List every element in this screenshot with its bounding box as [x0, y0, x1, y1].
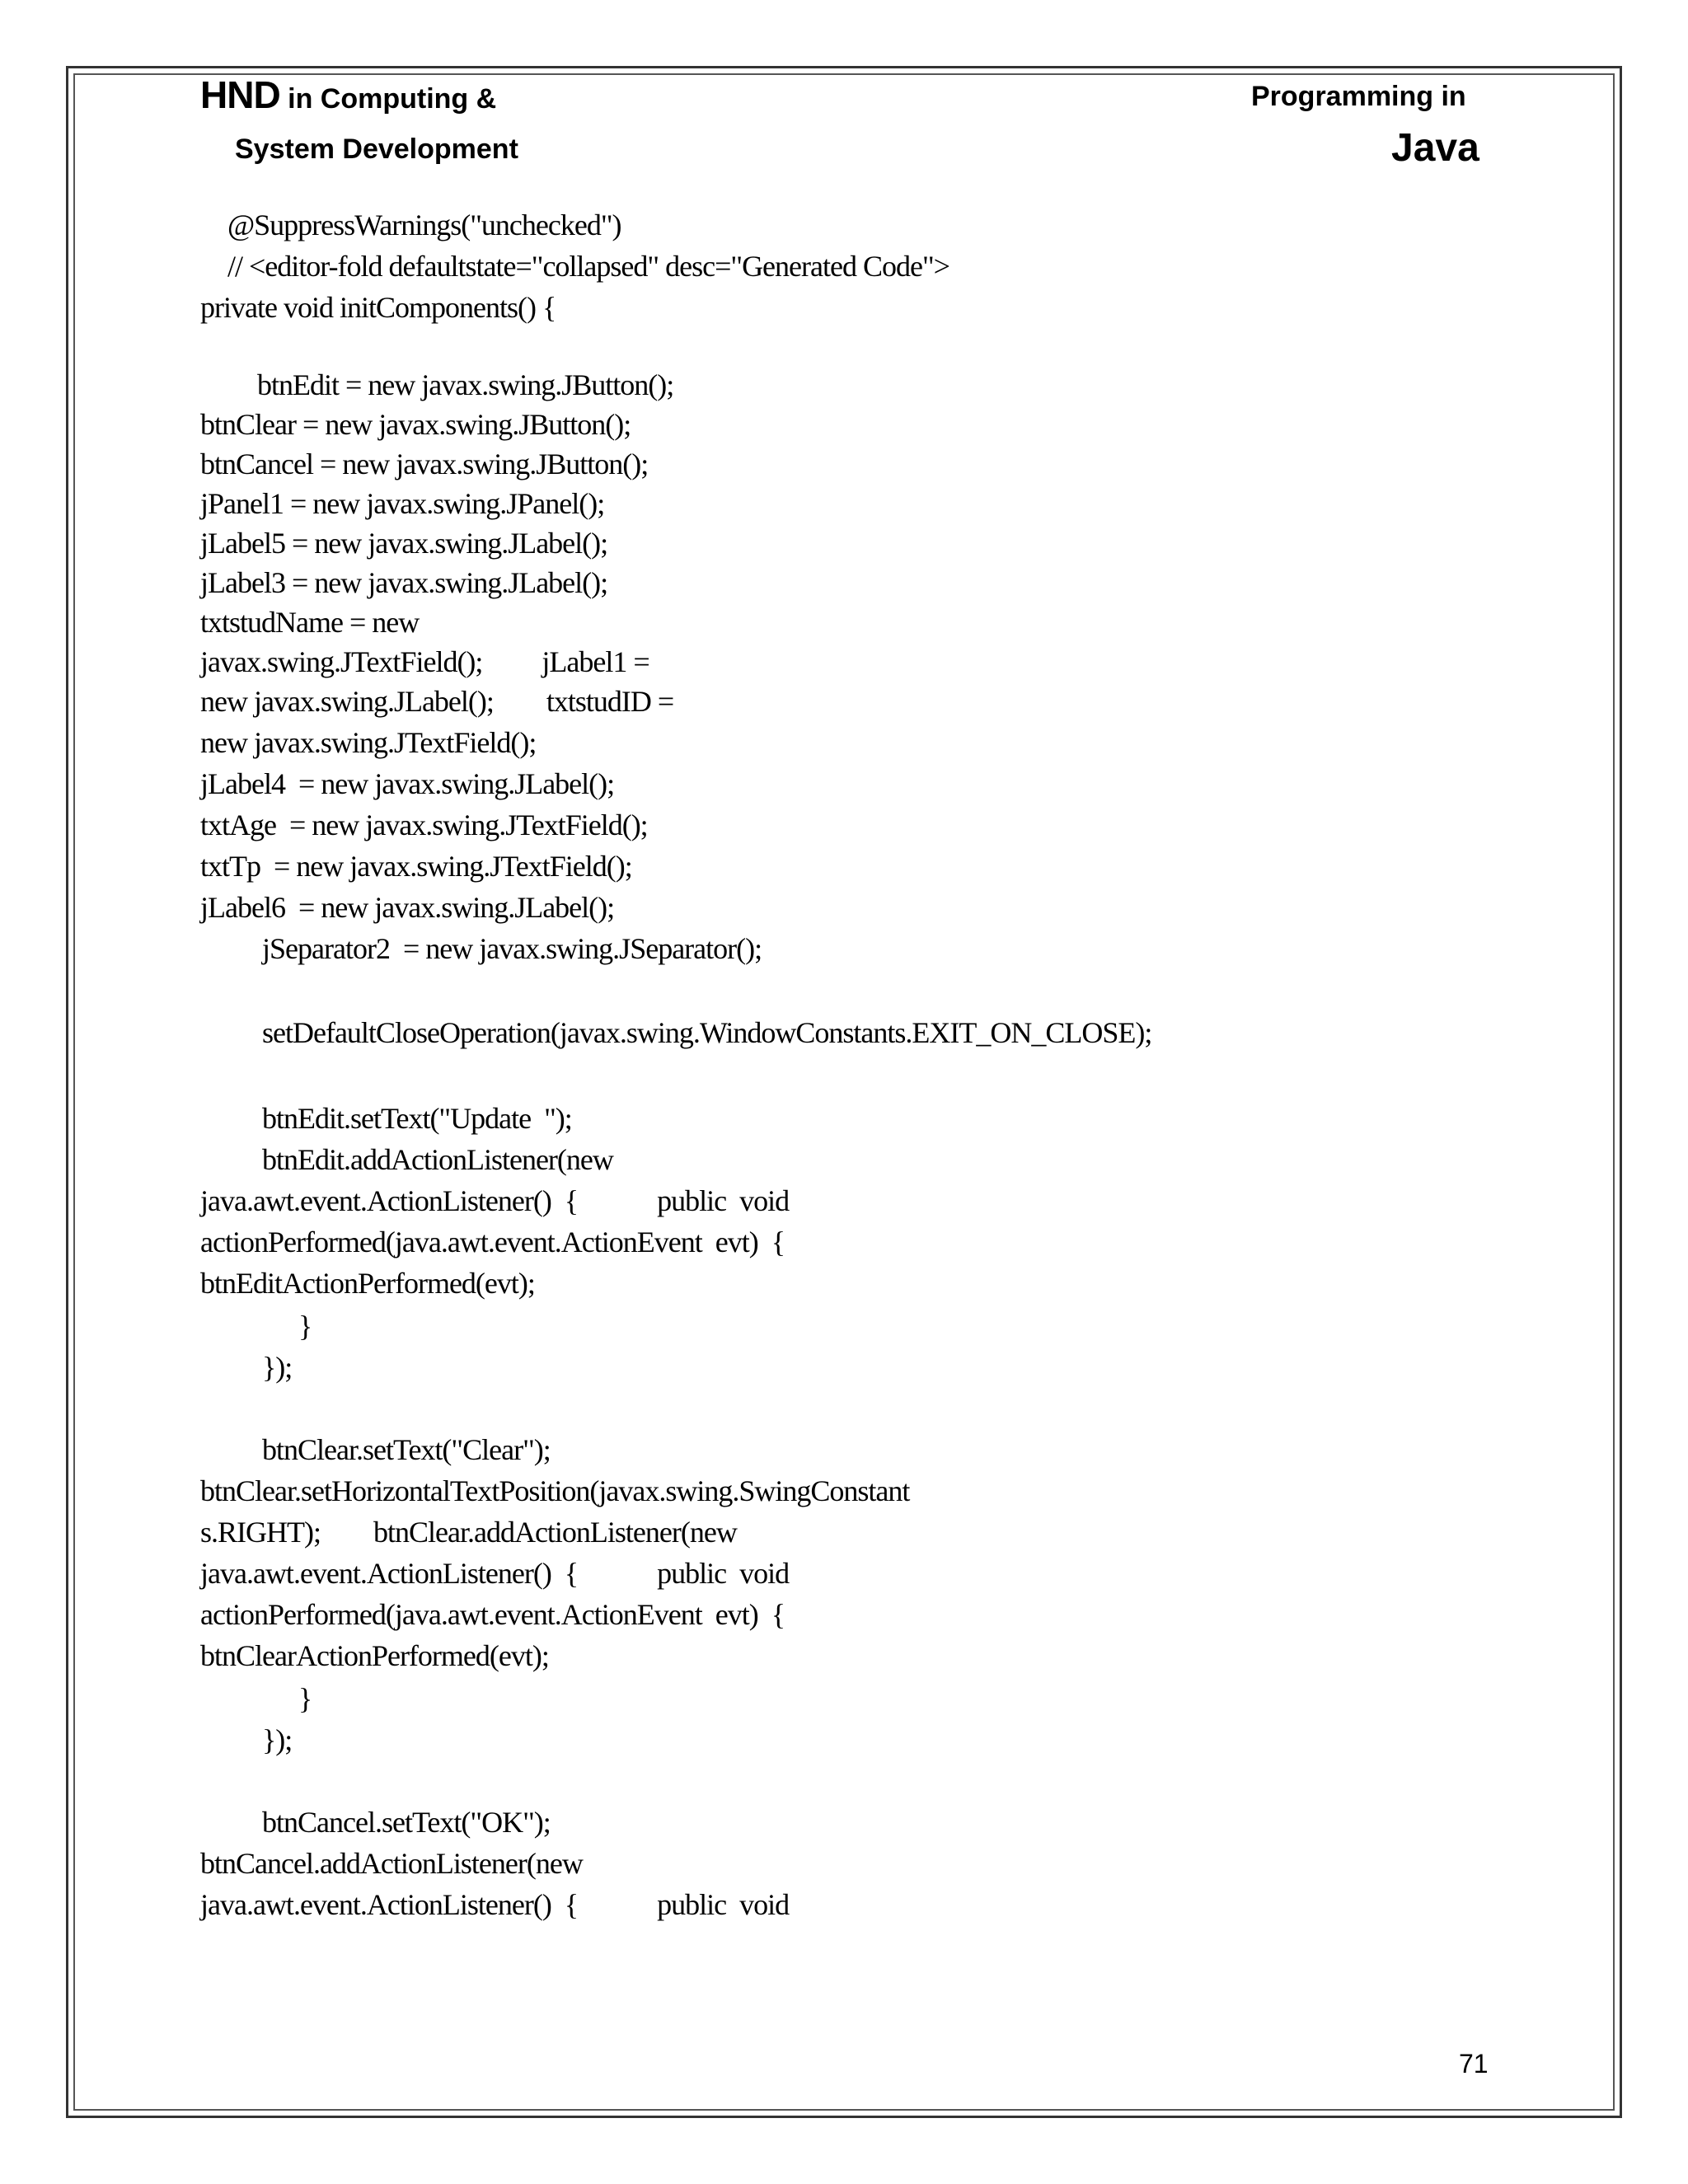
code-line: jLabel4 = new javax.swing.JLabel(); [200, 767, 615, 800]
code-line: }); [262, 1351, 293, 1384]
code-line: btnCancel.setText("OK"); [262, 1806, 551, 1839]
code-line: btnClear = new javax.swing.JButton(); [200, 408, 631, 441]
code-line: jSeparator2 = new javax.swing.JSeparator(); [262, 932, 762, 965]
page-number: 71 [1459, 2049, 1489, 2079]
code-line: btnEdit = new javax.swing.JButton(); [257, 368, 674, 401]
code-line: new javax.swing.JTextField(); [200, 726, 537, 759]
code-line: btnCancel.addActionListener(new [200, 1847, 583, 1880]
code-line: btnClear.setHorizontalTextPosition(javax.swing.SwingConstant [200, 1474, 910, 1507]
code-line: } [298, 1682, 312, 1715]
code-line: actionPerformed(java.awt.event.ActionEvent evt) { [200, 1226, 785, 1258]
code-line: s.RIGHT); btnClear.addActionListener(new [200, 1516, 737, 1549]
code-line: txtstudName = new [200, 606, 420, 639]
header-subject-line2: Java [1391, 126, 1479, 170]
header-course-line2: System Development [235, 134, 518, 165]
code-line: javax.swing.JTextField(); jLabel1 = [200, 645, 649, 678]
header-course-text: in Computing & [279, 83, 497, 115]
code-line: btnEditActionPerformed(evt); [200, 1267, 535, 1300]
code-line: new javax.swing.JLabel(); txtstudID = [200, 685, 674, 718]
code-line: }); [262, 1723, 293, 1756]
code-line: private void initComponents() { [200, 291, 556, 324]
code-line: btnClear.setText("Clear"); [262, 1433, 551, 1466]
code-line: setDefaultCloseOperation(javax.swing.WindowConstants.EXIT_ON_CLOSE); [262, 1016, 1152, 1049]
code-line: btnEdit.setText("Update "); [262, 1102, 572, 1135]
code-line: @SuppressWarnings("unchecked") [227, 209, 621, 241]
header-hnd: HND [200, 73, 280, 116]
code-line: java.awt.event.ActionListener() { public void [200, 1184, 790, 1217]
header-subject-line1: Programming in [1251, 81, 1466, 112]
code-line: txtAge = new javax.swing.JTextField(); [200, 808, 648, 841]
code-line: java.awt.event.ActionListener() { public void [200, 1557, 790, 1590]
code-line: btnEdit.addActionListener(new [262, 1143, 613, 1176]
code-line: jLabel5 = new javax.swing.JLabel(); [200, 527, 608, 560]
code-line: jLabel6 = new javax.swing.JLabel(); [200, 891, 615, 924]
code-line: jPanel1 = new javax.swing.JPanel(); [200, 487, 605, 520]
code-line: btnCancel = new javax.swing.JButton(); [200, 448, 649, 480]
code-line: java.awt.event.ActionListener() { public void [200, 1888, 790, 1921]
code-line: txtTp = new javax.swing.JTextField(); [200, 850, 632, 883]
code-line: // <editor-fold defaultstate="collapsed" desc="Generated Code"> [227, 250, 950, 283]
code-line: btnClearActionPerformed(evt); [200, 1639, 549, 1672]
code-line: } [298, 1310, 312, 1343]
code-line: actionPerformed(java.awt.event.ActionEvent evt) { [200, 1598, 785, 1631]
code-line: jLabel3 = new javax.swing.JLabel(); [200, 566, 608, 599]
